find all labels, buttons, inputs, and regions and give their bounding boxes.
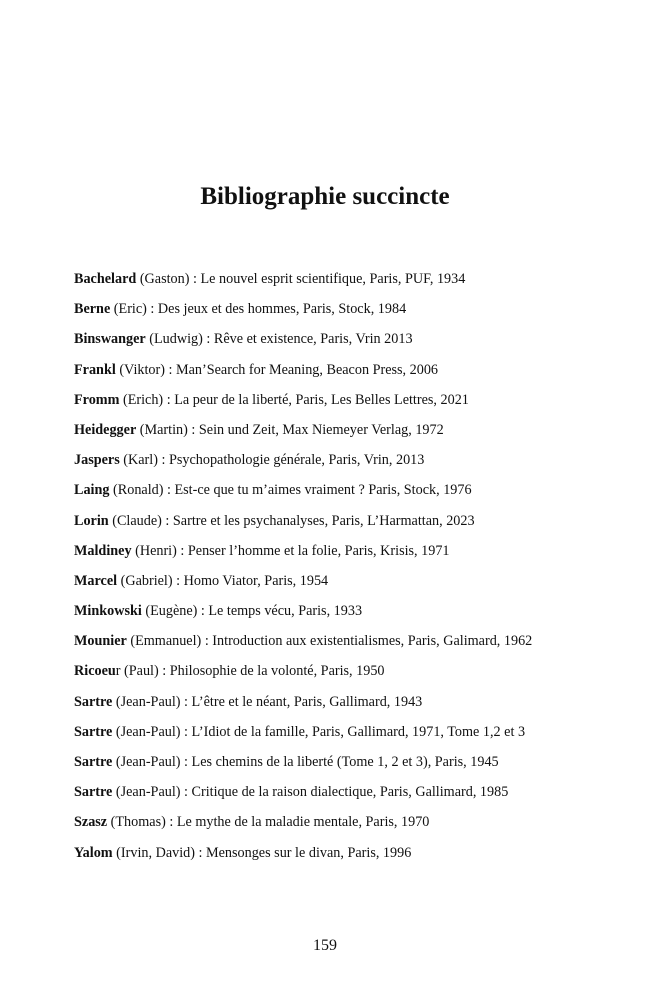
entry-author: Sartre [74, 693, 113, 710]
bibliography-entry [74, 717, 634, 747]
entry-details: (Eric) : Des jeux et des hommes, Paris, Stock, 1984 [110, 301, 407, 318]
entry-author: Frankl [74, 361, 116, 378]
entry-details: (Viktor) : Man’Search for Meaning, Beacon Press, 2006 [115, 361, 439, 378]
entry-author: Heidegger [74, 421, 137, 438]
entry-author: Jaspers [74, 452, 120, 469]
bibliography-entry [74, 747, 634, 777]
bibliography-entry [74, 506, 634, 536]
bibliography-entry [74, 385, 634, 415]
entry-details: (Ludwig) : Rêve et existence, Paris, Vrin 2013 [145, 331, 413, 348]
entry-author: Yalom [74, 844, 113, 861]
entry-author: Fromm [74, 391, 120, 408]
bibliography-entry [74, 807, 634, 837]
bibliography-entry [74, 626, 634, 656]
entry-author: Minkowski [74, 603, 142, 620]
page-title: Bibliographie succincte [200, 183, 450, 210]
entry-author: Berne [74, 301, 111, 318]
bibliography-list [74, 264, 634, 868]
bibliography-entry [74, 475, 634, 505]
entry-author: Ricoeu [74, 663, 116, 680]
bibliography-entry [74, 656, 634, 686]
entry-author: Sartre [74, 723, 113, 740]
entry-author: Sartre [74, 754, 113, 770]
entry-author: Maldiney [74, 542, 132, 559]
entry-author: Sartre [74, 784, 113, 801]
entry-details: (Gaston) : Le nouvel esprit scientifique, Paris, PUF, 1934 [136, 271, 466, 287]
entry-author: Laing [74, 482, 110, 499]
entry-details: (Ronald) : Est-ce que tu m’aimes vraiment ? Paris, Stock, 1976 [109, 482, 472, 499]
bibliography-entry [74, 536, 634, 566]
bibliography-entry [74, 596, 634, 626]
bibliography-entry [74, 264, 634, 294]
entry-details: (Henri) : Penser l’homme et la folie, Paris, Krisis, 1971 [131, 542, 450, 559]
bibliography-entry [74, 777, 634, 807]
entry-details: (Karl) : Psychopathologie générale, Paris, Vrin, 2013 [119, 452, 425, 469]
bibliography-entry [74, 838, 634, 868]
entry-details: (Emmanuel) : Introduction aux existentialismes, Paris, Galimard, 1962 [126, 633, 533, 650]
entry-details: (Gabriel) : Homo Viator, Paris, 1954 [117, 572, 329, 589]
entry-details: (Martin) : Sein und Zeit, Max Niemeyer Verlag, 1972 [136, 421, 444, 438]
entry-author: Szasz [74, 814, 108, 831]
page-number: 159 [313, 937, 337, 954]
bibliography-entry [74, 566, 634, 596]
entry-details: (Jean-Paul) : L’Idiot de la famille, Paris, Gallimard, 1971, Tome 1,2 et 3 [112, 723, 526, 740]
entry-details: (Claude) : Sartre et les psychanalyses, Paris, L’Harmattan, 2023 [108, 512, 475, 529]
entry-details: (Erich) : La peur de la liberté, Paris, Les Belles Lettres, 2021 [119, 391, 469, 408]
entry-author: Lorin [74, 512, 109, 529]
entry-details: (Irvin, David) : Mensonges sur le divan, Paris, 1996 [112, 844, 412, 861]
bibliography-entry [74, 415, 634, 445]
entry-details: r (Paul) : Philosophie de la volonté, Paris, 1950 [115, 663, 385, 680]
entry-details: (Thomas) : Le mythe de la maladie mentale, Paris, 1970 [107, 814, 430, 831]
entry-details: (Jean-Paul) : Les chemins de la liberté (Tome 1, 2 et 3), Paris, 1945 [112, 754, 499, 770]
bibliography-entry [74, 687, 634, 717]
entry-details: (Jean-Paul) : L’être et le néant, Paris, Gallimard, 1943 [112, 693, 423, 710]
entry-details: (Eugène) : Le temps vécu, Paris, 1933 [141, 603, 363, 620]
entry-author: Mounier [74, 633, 127, 650]
bibliography-entry [74, 324, 634, 354]
bibliography-entry [74, 294, 634, 324]
entry-author: Binswanger [74, 331, 146, 348]
bibliography-entry [74, 445, 634, 475]
bibliography-entry [74, 355, 634, 385]
entry-details: (Jean-Paul) : Critique de la raison dialectique, Paris, Gallimard, 1985 [112, 784, 509, 801]
entry-author: Bachelard [74, 271, 137, 287]
entry-author: Marcel [74, 572, 118, 589]
